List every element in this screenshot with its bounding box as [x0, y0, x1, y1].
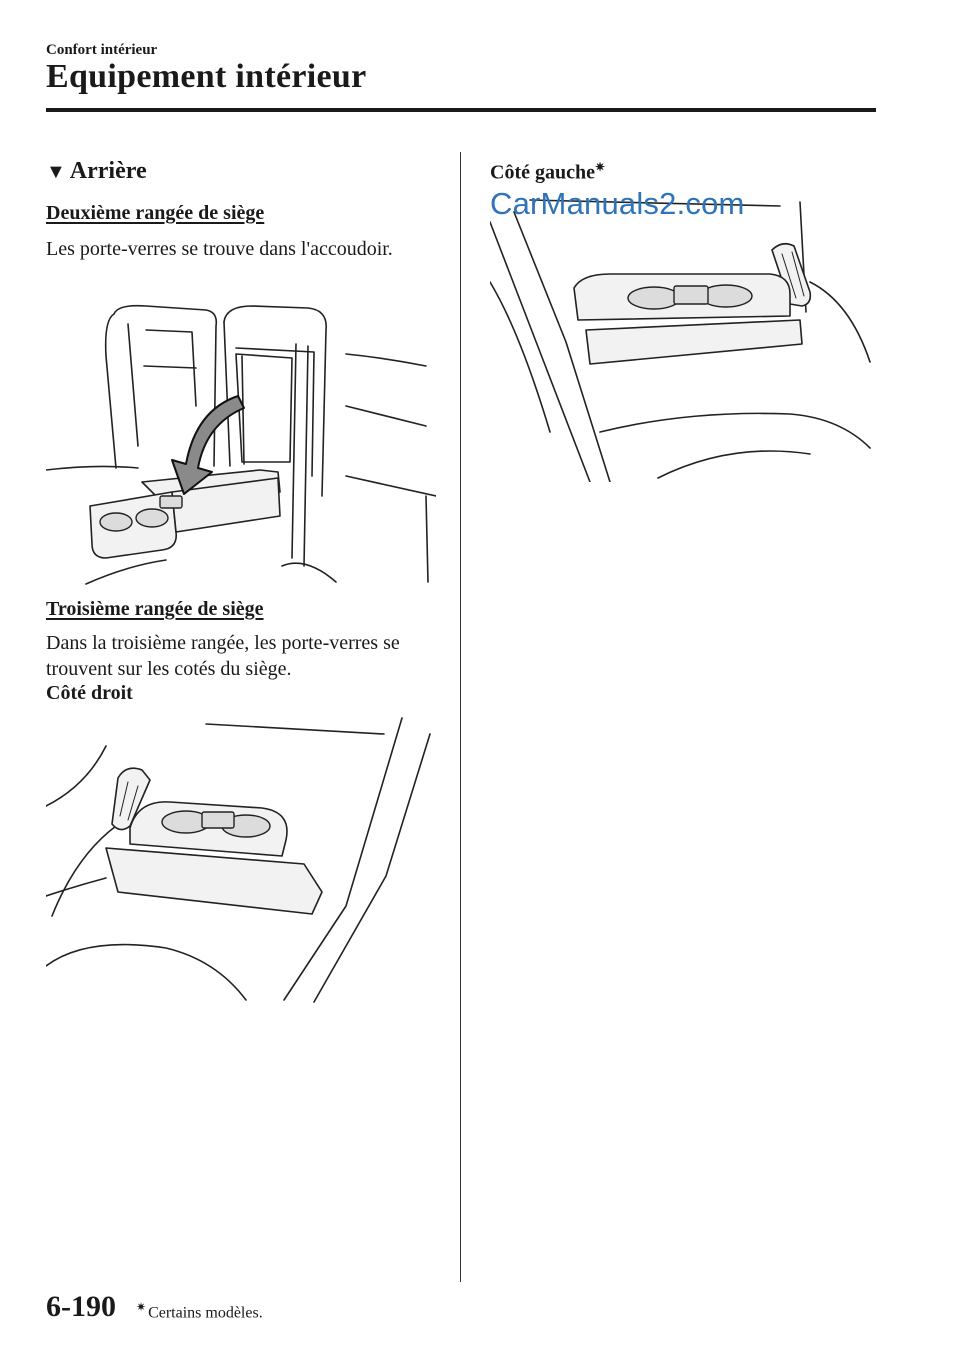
asterisk-marker-icon: ✷ — [136, 1300, 147, 1314]
third-row-heading: Troisième rangée de siège — [46, 598, 264, 620]
section-title: Equipement intérieur — [46, 58, 367, 95]
left-side-label-text: Côté gauche — [490, 161, 595, 184]
column-divider — [460, 152, 461, 1282]
left-side-cupholder-illustration — [490, 192, 880, 482]
subhead-text: Arrière — [69, 158, 147, 184]
watermark-text[interactable]: CarManuals2.com — [490, 186, 745, 221]
second-row-text: Les porte-verres se trouve dans l'accoudoir. — [46, 238, 393, 260]
third-row-text: Dans la troisième rangée, les porte-verres se trouvent sur les cotés du siège. — [46, 632, 400, 680]
second-row-heading: Deuxième rangée de siège — [46, 202, 265, 224]
right-side-cupholder-illustration — [46, 716, 436, 1006]
triangle-marker-icon: ▼ — [46, 161, 66, 183]
footnote-text: Certains modèles. — [148, 1304, 263, 1322]
header-rule — [46, 108, 876, 112]
right-side-label: Côté droit — [46, 682, 133, 704]
asterisk-marker-icon: ✷ — [594, 160, 606, 174]
left-side-label — [490, 160, 605, 185]
seat-armrest-cupholder-illustration — [46, 296, 436, 586]
subhead — [46, 158, 147, 185]
footnote — [136, 1300, 263, 1322]
page-number: 6-190 — [46, 1290, 116, 1323]
chapter-title: Confort intérieur — [46, 42, 158, 58]
